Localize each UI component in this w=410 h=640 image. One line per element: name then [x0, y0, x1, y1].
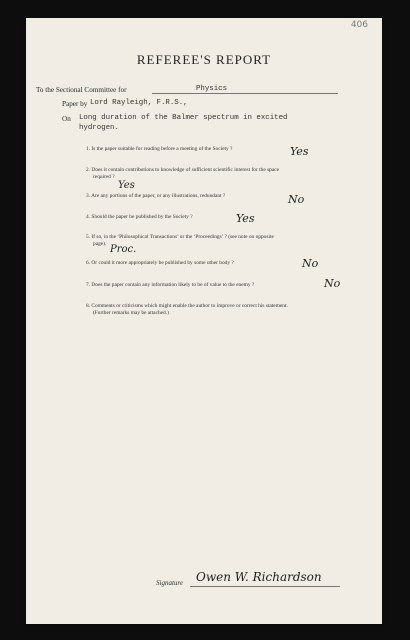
answer-3: No [288, 193, 305, 206]
question-4: 4. Should the paper be published by the Society ? [86, 214, 193, 220]
committee-value: Physics [196, 85, 228, 93]
referee-report-sheet [26, 18, 382, 624]
signature-value: Owen W. Richardson [196, 570, 322, 584]
subject-line-1: Long duration of the Balmer spectrum in excited [79, 114, 288, 122]
question-5: 5. If so, in the ‘Philosophical Transactions’ or the ‘Proceedings’ ? (see note on opposite page). [86, 234, 274, 247]
question-6: 6. Or could it more appropriately be published by some other body ? [86, 260, 234, 266]
answer-4: Yes [236, 212, 255, 225]
answer-7: No [324, 277, 341, 290]
signature-label: Signature [156, 579, 183, 587]
committee-line [152, 93, 338, 94]
answer-2: Yes [118, 180, 135, 191]
answer-5: Proc. [110, 244, 137, 255]
question-2: 2. Does it contain contributions to knowledge of sufficient scientific interest for the space required ? [86, 167, 280, 180]
archive-number: 406 [350, 20, 368, 30]
subject-line-2: hydrogen. [79, 124, 119, 132]
answer-6: No [302, 257, 319, 270]
signature-line [190, 586, 340, 587]
question-7: 7. Does the paper contain any information likely to be of value to the enemy ? [86, 282, 255, 288]
question-8: 8. Comments or criticisms which might enable the author to improve or correct his statement. (Further remarks may be attached.) [86, 303, 288, 316]
subject-label: On [62, 115, 71, 123]
committee-label: To the Sectional Committee for [36, 86, 127, 94]
answer-1: Yes [290, 145, 309, 158]
question-1: 1. Is the paper suitable for reading before a meeting of the Society ? [86, 146, 233, 152]
page-title: REFEREE'S REPORT [136, 52, 272, 67]
question-3: 3. Are any portions of the paper, or any illustrations, redundant ? [86, 193, 226, 199]
paper-by-label: Paper by [62, 100, 88, 108]
paper-author: Lord Rayleigh, F.R.S., [90, 99, 188, 107]
